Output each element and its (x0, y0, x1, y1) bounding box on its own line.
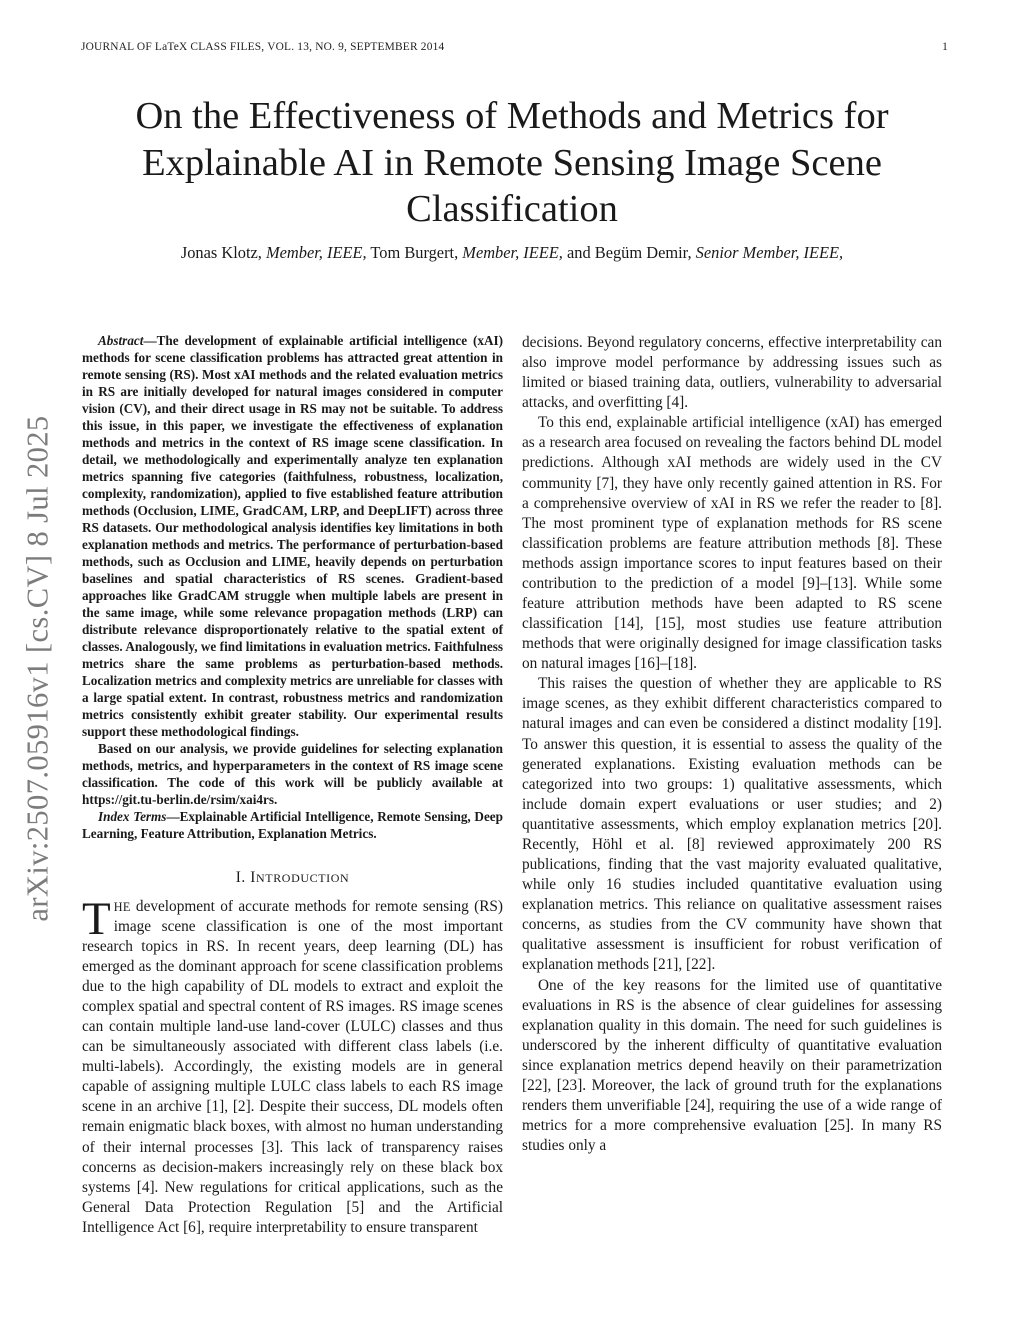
right-column (522, 333, 942, 1156)
author-name: Begüm Demir, (594, 243, 692, 262)
author-connector: and (567, 243, 591, 262)
page-number: 1 (942, 41, 948, 53)
section-initial: I (250, 868, 256, 886)
abstract (82, 333, 503, 809)
intro-text-1: development of accurate methods for remote sensing (RS) image scene classification is one of the most important research topics in RS. In recent years, deep learning (DL) has emerged as the dominant approach for scene classification problems due to the high capability of DL models to extract and exploit the complex spatial and spectral content of RS images. RS image scenes can contain multiple land-use land-cover (LULC) classes and thus can be simultaneously associated with different class labels (i.e. multi-labels). Accordingly, the existing models are in general capable of assigning multiple LULC class labels to each RS image scene in an archive [1], [2]. Despite their success, DL models often remain enigmatic black boxes, with almost no human understanding of their internal processes [3]. This lack of transparency raises concerns as decision-makers increasingly rely on these black box systems [4]. New regulations for critical applications, such as the General Data Protection Regulation [5] and the Artificial Intelligence Act [6], require interpretability to ensure transparent (82, 897, 503, 1236)
arxiv-sidebar (14, 388, 62, 948)
arxiv-identifier: arXiv:2507.05916v1 [cs.CV] 8 Jul 2025 (20, 414, 55, 922)
index-terms (82, 809, 503, 843)
index-terms-label: Index Terms (98, 808, 167, 824)
drop-cap: T (82, 892, 111, 945)
section-heading (82, 868, 503, 888)
abstract-paragraph (82, 333, 503, 741)
paper-title: On the Effectiveness of Methods and Metrics for Explainable AI in Remote Sensing Image Scene Classification (135, 95, 889, 230)
author-role: Member, IEEE, (266, 243, 367, 262)
abstract-text-1: The development of explainable artificial intelligence (xAI) methods for scene classification problems has attracted great attention in remote sensing (RS). Most xAI methods and the related evaluation metrics in RS are initially developed for natural images considered in computer vision (CV), and their direct usage in RS may not be suitable. To address this issue, in this paper, we investigate the effectiveness of explanation methods and metrics in the context of RS image scene classification. In detail, we methodologically and experimentally analyze ten explanation metrics spanning five categories (faithfulness, robustness, localization, complexity, randomization), applied to five established feature attribution methods (Occlusion, LIME, GradCAM, LRP, and DeepLIFT) across three RS datasets. Our methodological analysis identifies key limitations in both explanation methods and metrics. The performance of perturbation-based methods, such as Occlusion and LIME, heavily depends on perturbation baselines and spatial characteristics of RS scenes. Gradient-based approaches like GradCAM struggle when multiple labels are present in the same image, while some relevance propagation methods (LRP) can distribute relevance disproportionately relative to the spatial extent of classes. Analogously, we find limitations in evaluation metrics. Faithfulness metrics share the same problems as perturbation-based methods. Localization metrics and complexity metrics are unreliable for classes with a large spatial extent. In contrast, robustness metrics and randomization metrics consistently exhibit greater stability. Our experimental results support these methodological findings. (82, 333, 503, 739)
abstract-label: Abstract (98, 333, 144, 348)
left-column (82, 333, 503, 1238)
section-rest: NTRODUCTION (256, 870, 350, 885)
author-name: Jonas Klotz, (180, 243, 262, 262)
first-word-rest: HE (113, 899, 131, 914)
intro-paragraph-3: This raises the question of whether they are applicable to RS image scenes, as they exhibit different characteristics compared to natural images and can even be considered a distinct modality [19]. To answer this question, it is essential to assess the quality of the generated explanations. Existing evaluation methods can be categorized into two groups: 1) qualitative assessments, which include domain expert evaluations or user studies; and 2) quantitative assessments, which employ explanation metrics [20]. Recently, Höhl et al. [8] reviewed approximately 200 RS publications, finding that the vast majority evaluated qualitative, while only 16 studies included quantitative evaluation using explanation metrics. This reliance on qualitative assessment raises concerns, as studies from the CV community have shown that qualitative assessment is insufficient for robust verification of explanation methods [21], [22]. (522, 675, 942, 974)
index-terms-text: Explainable Artificial Intelligence, Remote Sensing, Deep Learning, Feature Attribution, Explanation Metrics. (82, 808, 503, 841)
index-terms-dash: — (166, 808, 180, 824)
intro-text-1-continued: decisions. Beyond regulatory concerns, effective interpretability can also improve model performance by addressing issues such as limited or biased training data, outliers, vulnerability to adversarial attacks, and overfitting [4]. (522, 334, 942, 412)
intro-paragraph-4: One of the key reasons for the limited use of quantitative evaluations in RS is the absence of clear guidelines for assessing explanation quality in this domain. The need for such guidelines is underscored by the inherent difficulty of quantitative evaluation since explanation metrics depend heavily on their parametrization [22], [23]. Moreover, the lack of ground truth for the explanations renders them unverifiable [24], requiring the use of a wide range of metrics for a more comprehensive evaluation [25]. In many RS studies only a (522, 976, 942, 1155)
section-number: I. (235, 868, 246, 886)
author-role: Senior Member, IEEE, (695, 243, 844, 262)
running-head (81, 41, 948, 53)
author-name: Tom Burgert, (370, 243, 459, 262)
intro-paragraph-2: To this end, explainable artificial intelligence (xAI) has emerged as a research area focused on revealing the factors behind DL model predictions. Although xAI methods are widely used in the CV community [7], they have only recently gained attention in RS. For a comprehensive overview of xAI in RS we refer the reader to [8]. The most prominent type of explanation methods for RS scene classification problems are feature attribution methods [8]. These methods assign importance scores to input features based on their contribution to the prediction of a model [9]–[13]. While some feature attribution methods have been adapted to RS scene classification [14], [15], most studies use feature attribution methods that were originally designed for image classification tasks on natural images [16]–[18]. (522, 414, 942, 673)
intro-paragraph-1 (82, 892, 503, 1238)
abstract-text-2: Based on our analysis, we provide guidelines for selecting explanation methods, metrics, and hyperparameters in the context of RS image scene classification. The code of this work will be publicly available at https://git.tu-berlin.de/rsim/xai4rs. (82, 740, 503, 807)
running-head-text: JOURNAL OF LaTeX CLASS FILES, VOL. 13, NO. 9, SEPTEMBER 2014 (81, 41, 445, 53)
author-list (60, 243, 964, 263)
author-role: Member, IEEE, (462, 243, 563, 262)
abstract-dash: — (143, 333, 157, 348)
